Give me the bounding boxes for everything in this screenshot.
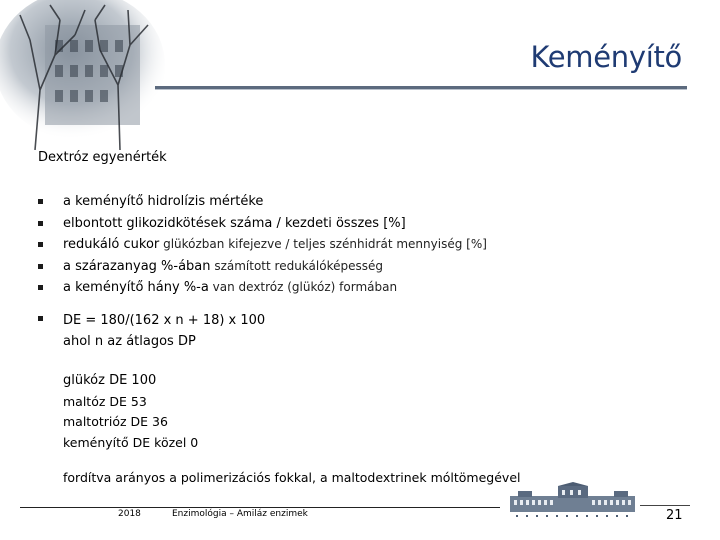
definition-bullet-list [38,191,487,299]
bullet-text: elbontott glikozidkötések száma / kezdeti összes [%] [63,215,406,231]
square-bullet-icon [38,316,43,321]
header-photo [0,0,170,150]
bullet-text: a keményítő hidrolízis mértéke [63,194,264,209]
de-value-item: glükóz DE 100 [63,373,157,388]
square-bullet-icon [38,242,43,247]
bullet-text-light: glükózban kifejezve / teljes szénhidrát mennyiség [%] [159,237,487,251]
footer-year: 2018 [118,509,141,519]
square-bullet-icon [38,221,43,226]
note-text: fordítva arányos a polimerizációs fokkal, a maltodextrinek móltömegével [63,470,521,485]
bullet-item [38,277,487,299]
square-bullet-icon [38,199,43,204]
footer-page-divider [640,505,690,506]
square-bullet-icon [38,264,43,269]
formula-line: DE = 180/(162 x n + 18) x 100 [63,313,266,328]
de-value-item: maltóz DE 53 [63,393,147,409]
bullet-text-light: számított redukálóképesség [210,258,383,273]
footer-divider [20,507,500,508]
title-divider-shadow [155,89,687,90]
bullet-text-light: van dextróz (glükóz) formában [208,280,398,294]
slide-title: Keményítő [530,40,682,74]
bullet-text: a szárazanyag %-ában [63,258,211,274]
bullet-item [38,256,487,278]
de-value-item: keményítő DE közel 0 [63,434,199,450]
bullet-item [38,191,487,213]
bullet-text: redukáló cukor [63,237,160,252]
square-bullet-icon [38,285,43,290]
footer-subject: Enzimológia – Amiláz enzimek [172,509,308,519]
subheading: Dextróz egyenérték [38,150,167,165]
bullet-text: a keményítő hány %-a [63,280,209,295]
bullet-item [38,234,487,256]
de-value-list [63,371,198,453]
university-building-logo [510,482,635,520]
formula-explanation: ahol n az átlagos DP [63,334,196,349]
formula-bullet [38,310,265,352]
page-number: 21 [666,508,683,523]
bullet-item [38,213,487,235]
de-value-item: maltotrióz DE 36 [63,414,168,429]
